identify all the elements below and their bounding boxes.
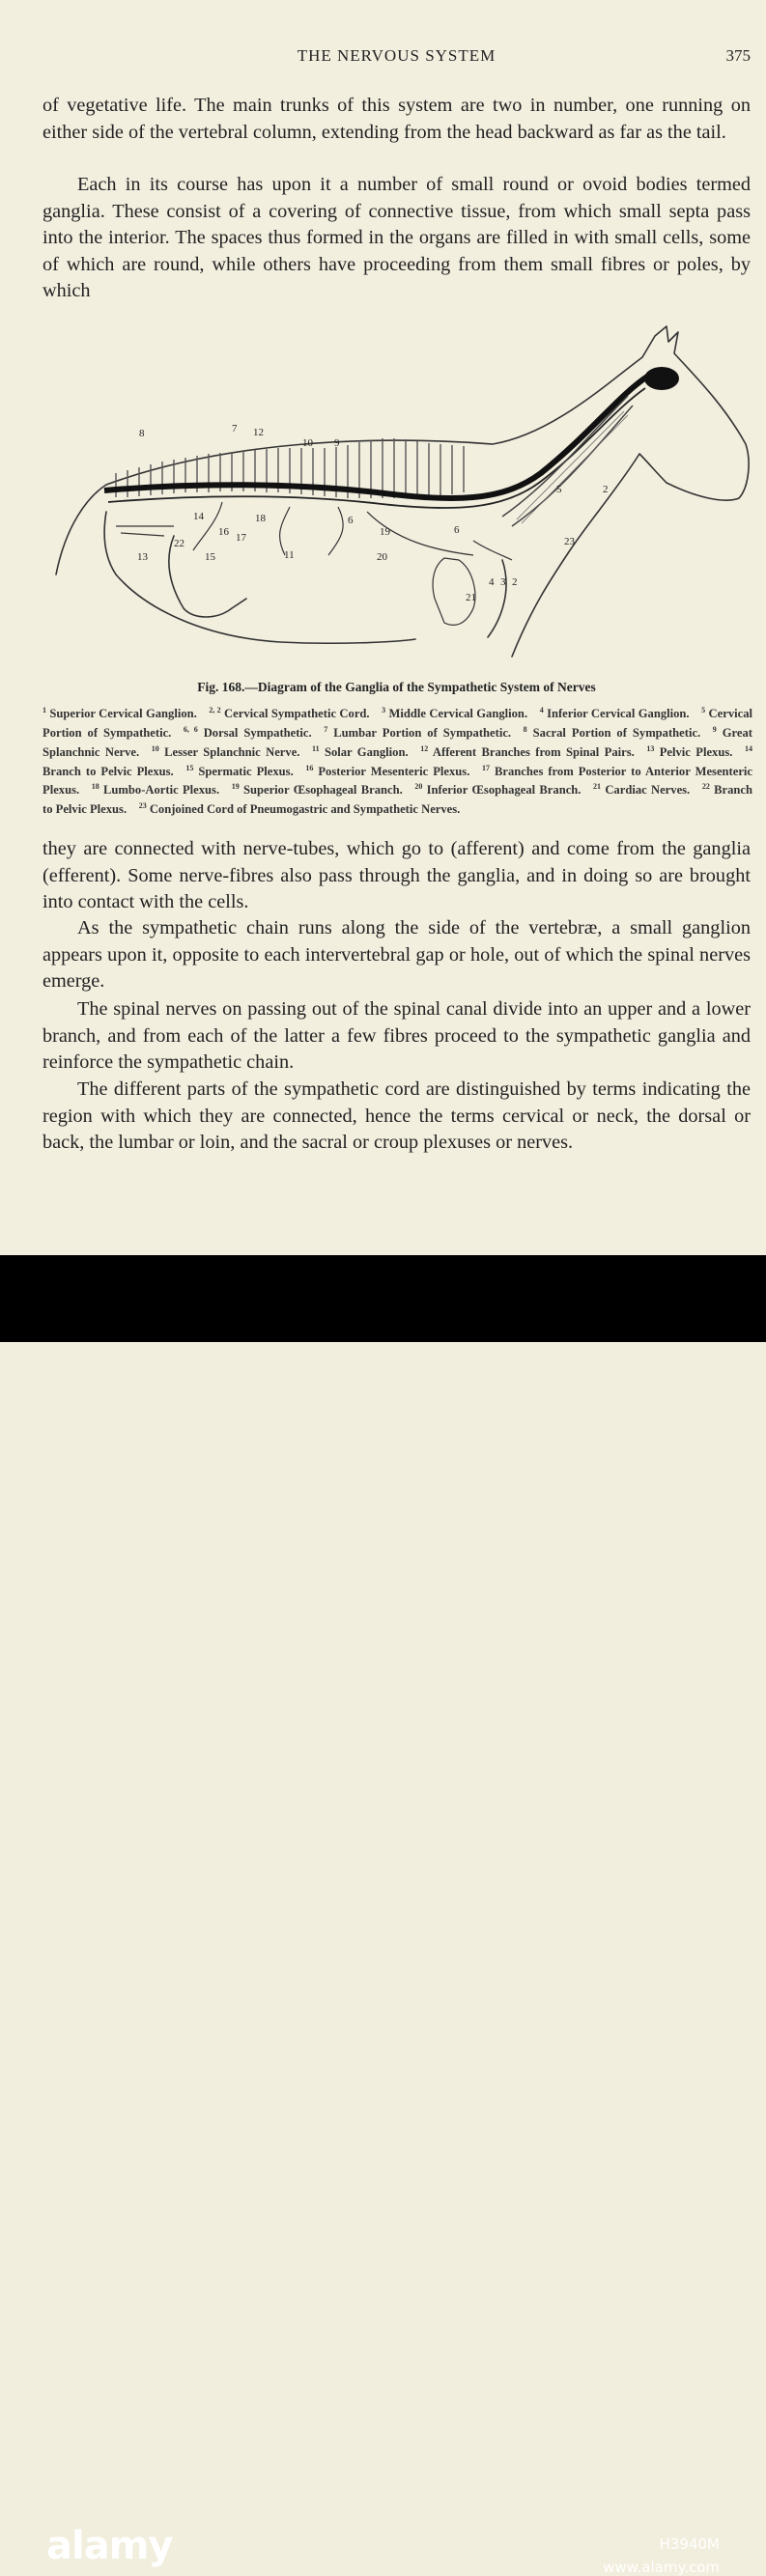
legend-number: 22 — [701, 782, 710, 792]
diagram-label: 13 — [137, 551, 148, 563]
legend-entry — [646, 745, 732, 759]
legend-entry — [152, 745, 300, 759]
legend-text: Sacral Portion of Sympathetic. — [526, 725, 701, 740]
legend-number: 19 — [231, 782, 240, 792]
legend-entry — [185, 765, 293, 778]
diagram-label: 15 — [205, 551, 215, 563]
watermark-bar — [0, 1255, 766, 2576]
legend-number: 5 — [701, 706, 706, 714]
diagram-label: 21 — [466, 592, 476, 603]
figure-caption: Fig. 168.—Diagram of the Ganglia of the Sympathetic System of Nerves — [197, 680, 596, 694]
legend-entry — [524, 726, 701, 740]
legend-number: 10 — [151, 743, 159, 753]
legend-text: Great Splanchnic Nerve. — [43, 725, 753, 759]
legend-text: Dorsal Sympathetic. — [197, 725, 312, 740]
legend-text: Lesser Splanchnic Nerve. — [158, 744, 300, 759]
diagram-label: 20 — [377, 551, 387, 563]
legend-entry — [324, 726, 511, 740]
legend-text: Conjoined Cord of Pneumogastric and Sympathetic Nerves. — [146, 802, 461, 817]
legend-number: 13 — [646, 743, 655, 753]
diagram-label: 23 — [564, 536, 575, 547]
diagram-label: 5 — [556, 484, 562, 495]
legend-number: 21 — [593, 782, 602, 792]
diagram-label: 7 — [232, 423, 238, 434]
legend-text: Lumbar Portion of Sympathetic. — [327, 725, 512, 740]
legend-number: 2, 2 — [209, 706, 221, 714]
legend-text: Cervical Portion of Sympathetic. — [43, 707, 753, 740]
legend-text: Lumbo-Aortic Plexus. — [99, 783, 220, 798]
legend-text: Branches from Posterior to Anterior Mesenteric Plexus. — [43, 764, 753, 798]
diagram-label: 3 — [500, 576, 506, 588]
legend-number: 20 — [414, 782, 423, 792]
diagram-label: 6 — [348, 515, 354, 526]
legend-text: Inferior Œsophageal Branch. — [422, 783, 582, 798]
legend-number: 11 — [312, 743, 320, 753]
legend-text: Inferior Cervical Ganglion. — [543, 707, 690, 721]
legend-number: 15 — [185, 763, 194, 772]
legend-text: Cervical Sympathetic Cord. — [220, 707, 370, 721]
legend-entry — [414, 783, 581, 797]
legend-text: Middle Cervical Ganglion. — [385, 707, 528, 721]
paragraph: of vegetative life. The main trunks of this system are two in number, one running on either side of the vertebral column, extending from the head backward as far as the tail. — [43, 95, 751, 143]
horse-nerve-diagram — [48, 319, 758, 666]
paragraph: Each in its course has upon it a number of small round or ovoid bodies termed ganglia. These consist of a covering of connective tissue, from which small septa pass into the interior. The spaces thus formed in the organs are filled in with small cells, some of which are round, while others have proceeding from them small fibres or poles, by which — [43, 174, 751, 301]
paragraph: they are connected with nerve-tubes, which go to (afferent) and come from the ganglia (efferent). Some nerve-fibres also pass through the ganglia, and in doing so are brought into contact with the cells. — [43, 838, 751, 912]
diagram-label: 18 — [255, 513, 266, 524]
brand-logo: alamy — [46, 2524, 173, 2568]
legend-number: 4 — [539, 706, 544, 714]
legend-number: 17 — [481, 763, 490, 772]
legend-text: Superior Œsophageal Branch. — [239, 783, 403, 798]
legend-entry — [184, 726, 312, 740]
book-page — [0, 0, 766, 1255]
legend-entry — [593, 783, 690, 797]
legend-number: 23 — [138, 800, 147, 810]
page-number: 375 — [725, 46, 751, 65]
paragraph: The spinal nerves on passing out of the spinal canal divide into an upper and a lower branch, and from each of the latter a few fibres proceed to the sympathetic ganglia and reinforce the sympathetic chain. — [43, 998, 751, 1073]
legend-number: 16 — [305, 763, 314, 772]
diagram-label: 4 — [489, 576, 495, 588]
legend-number: 12 — [420, 743, 429, 753]
legend-entry — [540, 707, 690, 720]
legend-entry — [209, 707, 369, 720]
diagram-label: 14 — [193, 511, 204, 522]
legend-text: Spermatic Plexus. — [193, 764, 294, 778]
legend-entry — [420, 745, 635, 759]
legend-entry — [232, 783, 403, 797]
diagram-label: 2 — [603, 484, 609, 495]
paragraph: The different parts of the sympathetic cord are distinguished by terms indicating the region with which they are connected, hence the terms cervical or neck, the dorsal or back, the lumbar or loin, and the sacral or croup plexuses or nerves. — [43, 1078, 751, 1153]
diagram-label: 10 — [302, 437, 313, 449]
diagram-label: 19 — [380, 526, 390, 538]
running-head — [43, 46, 751, 70]
legend-text: Superior Cervical Ganglion. — [46, 707, 197, 721]
diagram-label: 8 — [139, 428, 145, 439]
legend-entry — [139, 802, 461, 816]
legend-number: 7 — [324, 724, 328, 734]
legend-entry — [92, 783, 219, 797]
chapter-title: THE NERVOUS SYSTEM — [297, 46, 496, 65]
legend-number: 6, 6 — [183, 724, 198, 734]
diagram-label: 6 — [454, 524, 460, 536]
legend-text: Solar Ganglion. — [319, 744, 409, 759]
legend-entry — [312, 745, 409, 759]
legend-entry — [43, 707, 197, 720]
legend-number: 9 — [712, 724, 717, 734]
legend-number: 1 — [43, 706, 46, 714]
paragraph: As the sympathetic chain runs along the side of the vertebræ, a small ganglion appears upon it, opposite to each intervertebral gap or hole, out of which the spinal nerves emerge. — [43, 917, 751, 992]
legend-text: Cardiac Nerves. — [601, 783, 691, 798]
diagram-label: 16 — [218, 526, 229, 538]
legend-text: Branch to Pelvic Plexus. — [43, 764, 174, 778]
legend-text: Afferent Branches from Spinal Pairs. — [428, 744, 635, 759]
legend-number: 18 — [91, 782, 99, 792]
diagram-label: 2 — [512, 576, 518, 588]
figure-legend — [43, 703, 752, 818]
diagram-label: 17 — [236, 532, 246, 544]
site-url: www.alamy.com — [603, 2559, 720, 2576]
superior-cervical-ganglion — [644, 367, 679, 390]
legend-number: 8 — [523, 724, 527, 734]
legend-text: Pelvic Plexus. — [654, 744, 733, 759]
diagram-label: 12 — [253, 427, 264, 438]
diagram-label: 22 — [174, 538, 184, 549]
legend-number: 14 — [745, 743, 752, 753]
legend-number: 3 — [382, 706, 386, 714]
diagram-label: 9 — [334, 437, 340, 449]
diagram-label: 11 — [284, 549, 295, 561]
legend-text: Posterior Mesenteric Plexus. — [313, 764, 470, 778]
legend-entry — [305, 765, 469, 778]
legend-entry — [382, 707, 527, 720]
image-id: H3940M — [659, 2535, 720, 2553]
legend-text: Branch to Pelvic Plexus. — [43, 783, 752, 817]
